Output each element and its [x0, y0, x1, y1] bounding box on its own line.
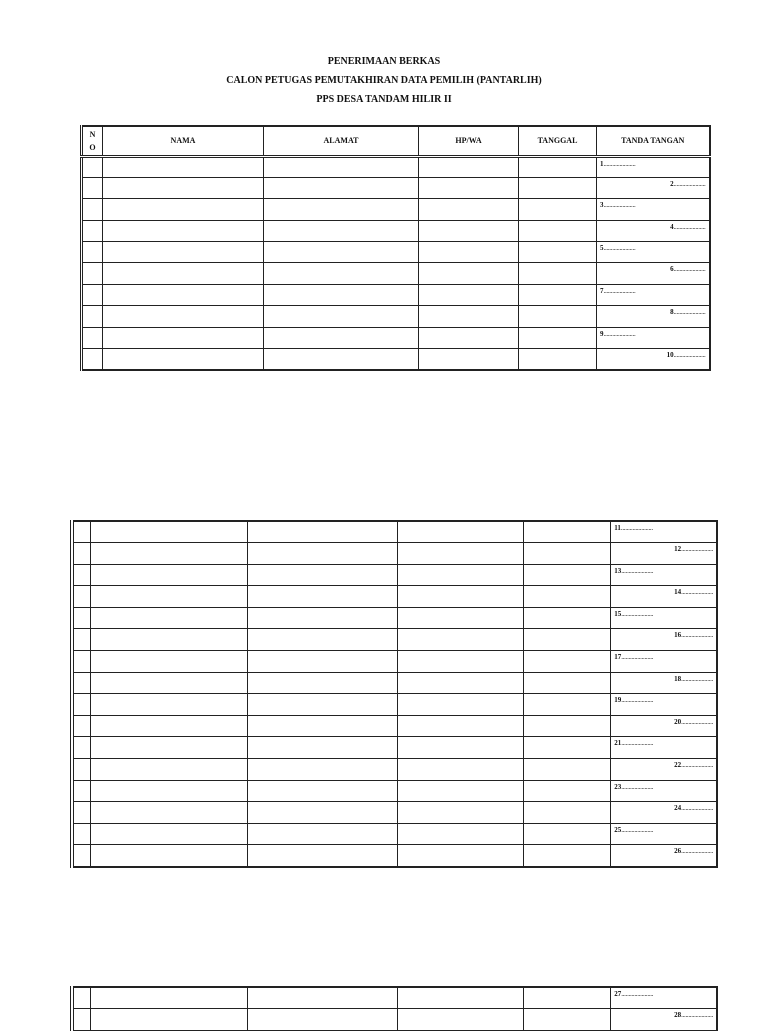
col-header-alamat: ALAMAT [264, 126, 419, 156]
signature-label [614, 610, 653, 618]
cell-hp [419, 156, 519, 177]
cell-tanggal [519, 220, 597, 241]
table-row [72, 780, 717, 802]
signature-dots: ...................... [681, 804, 713, 813]
signature-dots: ...................... [603, 159, 636, 168]
document-title [0, 52, 768, 109]
cell-signature [597, 199, 710, 220]
cell-signature [611, 715, 717, 737]
cell-tanggal [524, 802, 611, 824]
cell-alamat [247, 715, 397, 737]
cell-tanggal [524, 694, 611, 716]
cell-hp [397, 759, 523, 781]
signature-label [674, 718, 713, 726]
cell-alamat [264, 263, 419, 284]
table-header-row [82, 126, 710, 156]
signature-dots: ...................... [621, 825, 654, 834]
cell-no [82, 284, 103, 305]
signature-dots: ...................... [673, 222, 706, 231]
table-row [72, 651, 717, 673]
cell-tanggal [524, 845, 611, 867]
col-header-tanggal: TANGGAL [519, 126, 597, 156]
table-row [72, 1009, 717, 1031]
table-row [72, 737, 717, 759]
signature-label [614, 783, 653, 791]
cell-hp [397, 586, 523, 608]
cell-alamat [247, 651, 397, 673]
signature-dots: ...................... [621, 609, 654, 618]
cell-tanggal [524, 715, 611, 737]
cell-signature [611, 823, 717, 845]
signature-number: 17 [614, 653, 622, 662]
cell-signature [597, 242, 710, 263]
col-header-ttd: TANDA TANGAN [597, 126, 710, 156]
cell-alamat [264, 349, 419, 370]
col-header-no: N O [82, 126, 103, 156]
table-row [72, 543, 717, 565]
cell-tanggal [524, 564, 611, 586]
cell-nama [90, 802, 247, 824]
cell-nama [90, 845, 247, 867]
signature-dots: ...................... [603, 329, 636, 338]
signature-dots: ...................... [673, 351, 706, 360]
cell-signature [611, 737, 717, 759]
cell-nama [90, 586, 247, 608]
cell-no [72, 651, 90, 673]
cell-signature [597, 349, 710, 370]
signature-dots: ...................... [681, 674, 713, 683]
cell-nama [90, 737, 247, 759]
col-header-hp: HP/WA [419, 126, 519, 156]
cell-tanggal [524, 629, 611, 651]
cell-no [72, 564, 90, 586]
cell-tanggal [524, 586, 611, 608]
cell-hp [397, 672, 523, 694]
cell-nama [90, 672, 247, 694]
cell-tanggal [524, 780, 611, 802]
signature-label [600, 201, 635, 209]
cell-nama [103, 306, 264, 327]
signature-dots: ...................... [621, 696, 654, 705]
cell-nama [90, 1009, 247, 1031]
cell-nama [103, 327, 264, 348]
table-row [72, 607, 717, 629]
signature-dots: ...................... [681, 847, 713, 856]
signature-label [614, 567, 653, 575]
cell-nama [103, 263, 264, 284]
signature-number: 2 [670, 179, 674, 188]
cell-no [72, 737, 90, 759]
cell-alamat [247, 607, 397, 629]
signature-label [674, 631, 713, 639]
table-row [72, 987, 717, 1009]
cell-signature [597, 306, 710, 327]
cell-alamat [264, 284, 419, 305]
signature-label [674, 804, 713, 812]
cell-alamat [247, 987, 397, 1009]
signature-label [600, 244, 635, 252]
signature-label [674, 1011, 713, 1019]
signature-label [667, 351, 706, 359]
cell-signature [611, 694, 717, 716]
cell-no [72, 521, 90, 543]
signature-number: 21 [614, 739, 622, 748]
signature-label [674, 675, 713, 683]
cell-tanggal [524, 521, 611, 543]
cell-no [82, 199, 103, 220]
cell-hp [419, 199, 519, 220]
table-row [82, 263, 710, 284]
table-row [72, 715, 717, 737]
cell-nama [103, 220, 264, 241]
signature-number: 28 [674, 1011, 682, 1020]
table-row [82, 156, 710, 177]
cell-no [82, 220, 103, 241]
title-line-1: PENERIMAAN BERKAS [327, 56, 441, 67]
signature-number: 9 [600, 329, 604, 338]
table-row [72, 694, 717, 716]
cell-no [72, 759, 90, 781]
cell-hp [397, 694, 523, 716]
signature-label [674, 545, 713, 553]
cell-hp [419, 327, 519, 348]
cell-alamat [264, 177, 419, 198]
table-row [82, 284, 710, 305]
cell-signature [611, 543, 717, 565]
signature-dots: ...................... [673, 308, 706, 317]
cell-no [82, 156, 103, 177]
cell-signature [611, 586, 717, 608]
signature-dots: ...................... [621, 566, 654, 575]
signature-label [600, 330, 635, 338]
signature-dots: ...................... [681, 761, 713, 770]
cell-hp [419, 177, 519, 198]
table-row [72, 672, 717, 694]
signature-label [674, 761, 713, 769]
cell-tanggal [524, 823, 611, 845]
cell-no [72, 543, 90, 565]
cell-signature [611, 759, 717, 781]
cell-signature [611, 845, 717, 867]
cell-no [72, 802, 90, 824]
signature-number: 23 [614, 782, 622, 791]
cell-alamat [247, 823, 397, 845]
signature-number: 25 [614, 825, 622, 834]
cell-signature [611, 1009, 717, 1031]
cell-alamat [264, 199, 419, 220]
cell-nama [90, 651, 247, 673]
signature-label [600, 160, 635, 168]
cell-no [82, 242, 103, 263]
cell-no [72, 586, 90, 608]
cell-alamat [264, 242, 419, 263]
signature-number: 20 [674, 717, 682, 726]
signature-label [614, 524, 653, 532]
cell-nama [90, 759, 247, 781]
signature-number: 26 [674, 847, 682, 856]
cell-nama [103, 199, 264, 220]
col-header-nama: NAMA [103, 126, 264, 156]
cell-alamat [264, 306, 419, 327]
cell-tanggal [519, 156, 597, 177]
cell-nama [90, 629, 247, 651]
cell-signature [611, 987, 717, 1009]
cell-tanggal [524, 987, 611, 1009]
signature-label [674, 847, 713, 855]
cell-no [72, 629, 90, 651]
cell-nama [90, 564, 247, 586]
cell-hp [397, 823, 523, 845]
cell-no [72, 694, 90, 716]
cell-hp [397, 629, 523, 651]
table-row [82, 327, 710, 348]
cell-tanggal [524, 737, 611, 759]
signature-dots: ...................... [621, 782, 654, 791]
title-line-2: CALON PETUGAS PEMUTAKHIRAN DATA PEMILIH (PANTARLIH) [226, 75, 542, 86]
cell-nama [90, 823, 247, 845]
cell-alamat [264, 156, 419, 177]
cell-nama [90, 987, 247, 1009]
signature-dots: ...................... [621, 739, 654, 748]
cell-tanggal [524, 651, 611, 673]
cell-nama [90, 607, 247, 629]
signature-dots: ...................... [681, 631, 713, 640]
cell-signature [597, 177, 710, 198]
cell-alamat [247, 759, 397, 781]
signature-number: 19 [614, 696, 622, 705]
signature-label [614, 696, 653, 704]
cell-signature [611, 521, 717, 543]
signature-number: 5 [600, 244, 604, 253]
signature-number: 11 [614, 524, 621, 532]
signature-number: 4 [670, 222, 674, 231]
table-row [72, 629, 717, 651]
cell-alamat [247, 694, 397, 716]
signature-number: 6 [670, 265, 674, 274]
table-row [72, 586, 717, 608]
cell-alamat [247, 564, 397, 586]
receipt-table-2 [70, 520, 718, 868]
signature-number: 16 [674, 631, 682, 640]
cell-signature [597, 156, 710, 177]
signature-label [670, 265, 705, 273]
cell-alamat [247, 521, 397, 543]
table-row [72, 564, 717, 586]
signature-dots: ...................... [681, 545, 713, 554]
signature-dots: ...................... [681, 717, 713, 726]
cell-hp [397, 715, 523, 737]
signature-number: 15 [614, 609, 622, 618]
table-row [72, 759, 717, 781]
table-row [82, 349, 710, 370]
cell-no [82, 177, 103, 198]
cell-tanggal [519, 306, 597, 327]
table-row [82, 306, 710, 327]
cell-hp [419, 306, 519, 327]
cell-alamat [247, 845, 397, 867]
cell-no [72, 715, 90, 737]
signature-dots: ...................... [681, 588, 713, 597]
cell-nama [103, 242, 264, 263]
cell-tanggal [524, 1009, 611, 1031]
signature-number: 13 [614, 566, 622, 575]
cell-alamat [264, 327, 419, 348]
cell-signature [611, 780, 717, 802]
cell-hp [397, 802, 523, 824]
cell-no [72, 607, 90, 629]
cell-no [82, 327, 103, 348]
table-row [82, 177, 710, 198]
cell-nama [90, 780, 247, 802]
cell-hp [419, 263, 519, 284]
cell-hp [397, 564, 523, 586]
signature-label [614, 990, 653, 998]
cell-tanggal [519, 242, 597, 263]
signature-dots: ...................... [621, 990, 654, 998]
cell-hp [419, 284, 519, 305]
cell-signature [597, 220, 710, 241]
signature-number: 14 [674, 588, 682, 597]
cell-hp [419, 220, 519, 241]
signature-dots: ...................... [673, 179, 706, 188]
cell-alamat [247, 780, 397, 802]
cell-hp [397, 521, 523, 543]
receipt-table-1 [80, 125, 711, 371]
cell-tanggal [524, 543, 611, 565]
cell-tanggal [519, 177, 597, 198]
cell-hp [397, 607, 523, 629]
cell-no [82, 263, 103, 284]
cell-no [72, 780, 90, 802]
signature-label [674, 588, 713, 596]
cell-signature [611, 629, 717, 651]
cell-no [72, 1009, 90, 1031]
table-row [82, 242, 710, 263]
cell-no [72, 987, 90, 1009]
signature-number: 18 [674, 674, 682, 683]
cell-tanggal [524, 672, 611, 694]
table-row [72, 521, 717, 543]
cell-hp [397, 651, 523, 673]
signature-number: 12 [674, 545, 682, 554]
cell-alamat [247, 802, 397, 824]
cell-signature [611, 607, 717, 629]
cell-tanggal [524, 759, 611, 781]
signature-label [670, 223, 705, 231]
signature-label [614, 739, 653, 747]
signature-number: 1 [600, 159, 604, 168]
cell-tanggal [519, 349, 597, 370]
cell-hp [397, 987, 523, 1009]
signature-number: 8 [670, 308, 674, 317]
cell-alamat [264, 220, 419, 241]
cell-hp [397, 543, 523, 565]
cell-nama [103, 177, 264, 198]
signature-dots: ...................... [681, 1011, 713, 1020]
cell-signature [611, 651, 717, 673]
table-row [82, 220, 710, 241]
cell-hp [397, 845, 523, 867]
signature-label [670, 308, 705, 316]
cell-nama [90, 694, 247, 716]
table-row [72, 823, 717, 845]
signature-number: 22 [674, 761, 682, 770]
signature-dots: ...................... [621, 653, 654, 662]
table-row [72, 802, 717, 824]
cell-nama [103, 349, 264, 370]
signature-number: 3 [600, 201, 604, 210]
title-line-3: PPS DESA TANDAM HILIR II [316, 94, 452, 105]
cell-signature [597, 263, 710, 284]
cell-alamat [247, 672, 397, 694]
cell-nama [103, 284, 264, 305]
signature-dots: ...................... [603, 286, 636, 295]
cell-no [82, 306, 103, 327]
signature-dots: ...................... [603, 201, 636, 210]
cell-no [72, 823, 90, 845]
cell-no [72, 845, 90, 867]
cell-hp [397, 1009, 523, 1031]
cell-hp [397, 737, 523, 759]
cell-signature [597, 327, 710, 348]
signature-label [614, 826, 653, 834]
cell-hp [419, 349, 519, 370]
table-row [72, 845, 717, 867]
cell-nama [90, 715, 247, 737]
cell-signature [611, 672, 717, 694]
cell-alamat [247, 629, 397, 651]
cell-signature [597, 284, 710, 305]
signature-label [614, 653, 653, 661]
signature-number: 7 [600, 286, 604, 295]
signature-number: 27 [614, 990, 622, 998]
cell-alamat [247, 737, 397, 759]
signature-dots: ...................... [603, 244, 636, 253]
cell-tanggal [519, 327, 597, 348]
cell-hp [397, 780, 523, 802]
cell-signature [611, 802, 717, 824]
cell-alamat [247, 543, 397, 565]
signature-number: 24 [674, 804, 682, 813]
signature-label [670, 180, 705, 188]
cell-tanggal [519, 284, 597, 305]
cell-tanggal [524, 607, 611, 629]
signature-label [600, 287, 635, 295]
cell-hp [419, 242, 519, 263]
signature-number: 10 [666, 351, 674, 360]
cell-nama [90, 543, 247, 565]
cell-tanggal [519, 199, 597, 220]
signature-dots: ...................... [673, 265, 706, 274]
cell-no [72, 672, 90, 694]
cell-nama [90, 521, 247, 543]
table-row [82, 199, 710, 220]
cell-no [82, 349, 103, 370]
cell-tanggal [519, 263, 597, 284]
cell-alamat [247, 1009, 397, 1031]
cell-alamat [247, 586, 397, 608]
cell-signature [611, 564, 717, 586]
signature-dots: ...................... [620, 524, 653, 532]
cell-nama [103, 156, 264, 177]
